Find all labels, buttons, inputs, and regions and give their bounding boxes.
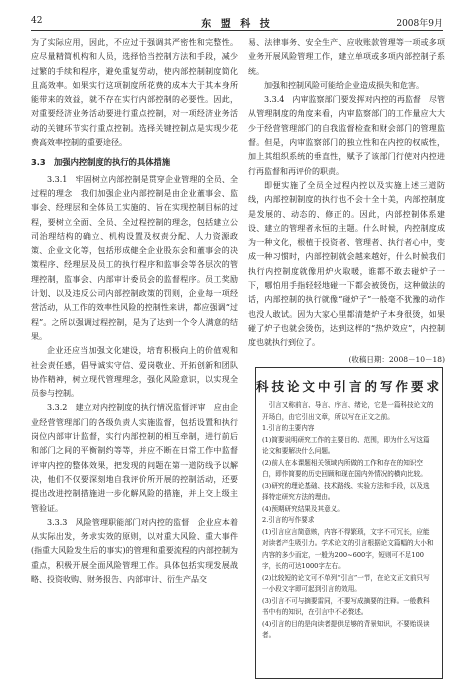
list-item: (2)前人在本课题相关领域内所做的工作和存在的知识空白，即作简要的历史回顾和现在国内外情况的横向比较。 <box>262 458 427 478</box>
list-item: (3)研究的理论基础、技术路线、实验方法和手段，以及选择特定研究方法的理由。 <box>262 481 430 501</box>
issue-date: 2008年9月 <box>396 19 443 29</box>
list-item: (4)预期研究结果及其意义。 <box>262 504 344 513</box>
paragraph: 即便实施了全员全过程内控以及实施上述三道防线，内部控制制度的执行也不会十全十美，内部控制度是发展的、动态的、修正的。因此，内部控制体系建设、建立的管理者永恒的主题。什么时候，内控制度成为一种文化，根植于投资者、管理者、执行者心中，变成一种习惯时，内部控制就会越来越好，什么时候我们执行内控制度就像用炉火取暖，谁都不敢去碰炉子一下，哪怕用手指轻轻地碰一下都会被烫伤，这种做法的话，内部控制的执行就像“碰炉子”一般毫不犹豫的动作也没人敢试。因为大家心里都清楚炉子本身很烫，如果碰了炉子也就会烫伤，达到这样的“热炉效应”，内控制度也就执行到位了。 <box>248 180 445 348</box>
paragraph: 易、法律事务、安全生产、应收账款管理等一项或多项业务开展风险管理工作，建立单项或多项内部控制子系统。 <box>248 38 445 76</box>
paragraph: 3.3.3 风险管理职能部门对内控的监督 企业应本着从实际出发，务求实效的原则，以对重大风险、重大事件(指重大风险发生后的事实)的管理和重要流程的内部控制为重点，积极开展全面风险管理工作。具体包括实现发展战略、投资收购、财务报告、内部审计、衍生产品交 <box>31 517 238 584</box>
journal-title: 东 盟 科 技 <box>201 19 273 30</box>
notice-title: 科技论文中引言的写作要求 <box>256 379 443 394</box>
notice-subheading: 1.引言的主要内容 <box>262 424 315 432</box>
page-header <box>31 14 443 28</box>
header-rule <box>31 30 443 31</box>
list-item: (1)简要说明研究工作的主要目的、范围，即为什么写这篇论文和要解决什么问题。 <box>262 435 430 455</box>
notice-subheading: 2.引言的写作要求 <box>262 516 315 524</box>
notice-intro: 引言又称前言、导言、序言、绪论，它是一篇科技论文的开场白，由它引出文章，所以写在正文之前。 <box>262 401 434 421</box>
list-item: (3)引言不可与摘要雷同，不要写成摘要的注释。一般教科书中有的知识，在引言中不必赘述。 <box>262 596 430 616</box>
paragraph: 3.3.4 内审监察部门要发挥对内控的再监督 尽管从管理制度的角度来看，内审监察部门的工作量应大大少于经营管理部门的自我监督检查和财会部门的管理监督。但是，内审监察部门的独立性和在内控的权威性，加上其组织系统的垂直性，赋予了该部门行使对内控进行再监督和再评价的职责。 <box>248 95 445 176</box>
received-date: (收稿日期：2008－10－18) <box>348 355 445 364</box>
notice-body <box>256 400 442 642</box>
right-column <box>248 36 445 348</box>
section-heading: 3.3 加强内控制度的执行的具体措施 <box>31 157 171 168</box>
paragraph: 加强和控制风险可能给企业造成损失和危害。 <box>264 80 424 90</box>
paragraph: 为了实际应用，因此，不应过于强调其严密性和完整性。应尽量精简机构和人员，选择恰当控制方法和手段，减少过繁的手续和程序，避免重复劳动，使内部控制制度简化且高效率。如果实行这项制度所花费的成本大于其本身所能带来的效益，就不存在实行内部控制的必要性。因此，对重要经济业务活动要进行重点控制，对一项经济业务活动的关键环节实行重点控制。选择关键控制点是实现少花费高效率控制的重要途径。 <box>31 38 238 148</box>
notice-box <box>255 367 443 679</box>
list-item: (1)引言应言简意赅，内容不得繁琐，文字不可冗长，应能对读者产生吸引力。学术论文的引言根据论文篇幅的大小和内容的多少而定，一般为200~600字，短则可不足100字，长的可达1000字左右。 <box>262 527 434 570</box>
paragraph: 3.3.1 牢固树立内部控制是贯穿企业管理的全员、全过程的理念 我们加强企业内部控制是由企业董事会、监事会、经理层和全体员工实施的、旨在实现控制目标的过程，要树立全面、全员、全过程控制的理念，包括建立公司治理结构的确立、机构设置及权责分配、人力资源政策、企业文化等，包括形成健全企业股东会和董事会的决策程序、经理层及员工的执行程序和监事会等各层次的管理控制，监事会、内部审计委员会的监督程序。员工奖励计划、以及违反公司内部控制政策的罚则，企业每一项经营活动，从工作的效率性风险的控制性来讲，都应强调“过程”。之所以强调过程控制，是为了达到一个令人满意的结果。 <box>31 174 238 341</box>
page-number: 42 <box>31 16 43 26</box>
paragraph: 企业还应当加强文化建设，培育积极向上的价值观和社会责任感，倡导诚实守信、爱岗敬业、开拓创新和团队协作精神，树立现代管理理念，强化风险意识，以实现全员参与控制。 <box>31 346 238 399</box>
left-column <box>31 36 238 676</box>
paragraph: 3.3.2 建立对内控制度的执行情况监督评审 应由企业经营管理部门的各级负责人实施监督，包括设置和执行岗位内部审计监督，实行内部控制的相互牵制，进行前后和部门之间的平衡制约等等，并应不断在日常工作中监督评审内控的整体效果，把发现的问题在第一道防线予以解决，他们不仅要深刻地自我评价所开展的控制活动，还要提出改进控制措施进一步化解风险的措施，并上交上级主管验证。 <box>31 403 238 513</box>
list-item: (2)比较短的论文可不单列“引言”一节，在论文正文前只写一小段文字即可起到引言的效用。 <box>262 573 430 593</box>
list-item: (4)引言的目的是向读者提供足够的背景知识，不要贻误读者。 <box>262 619 430 639</box>
